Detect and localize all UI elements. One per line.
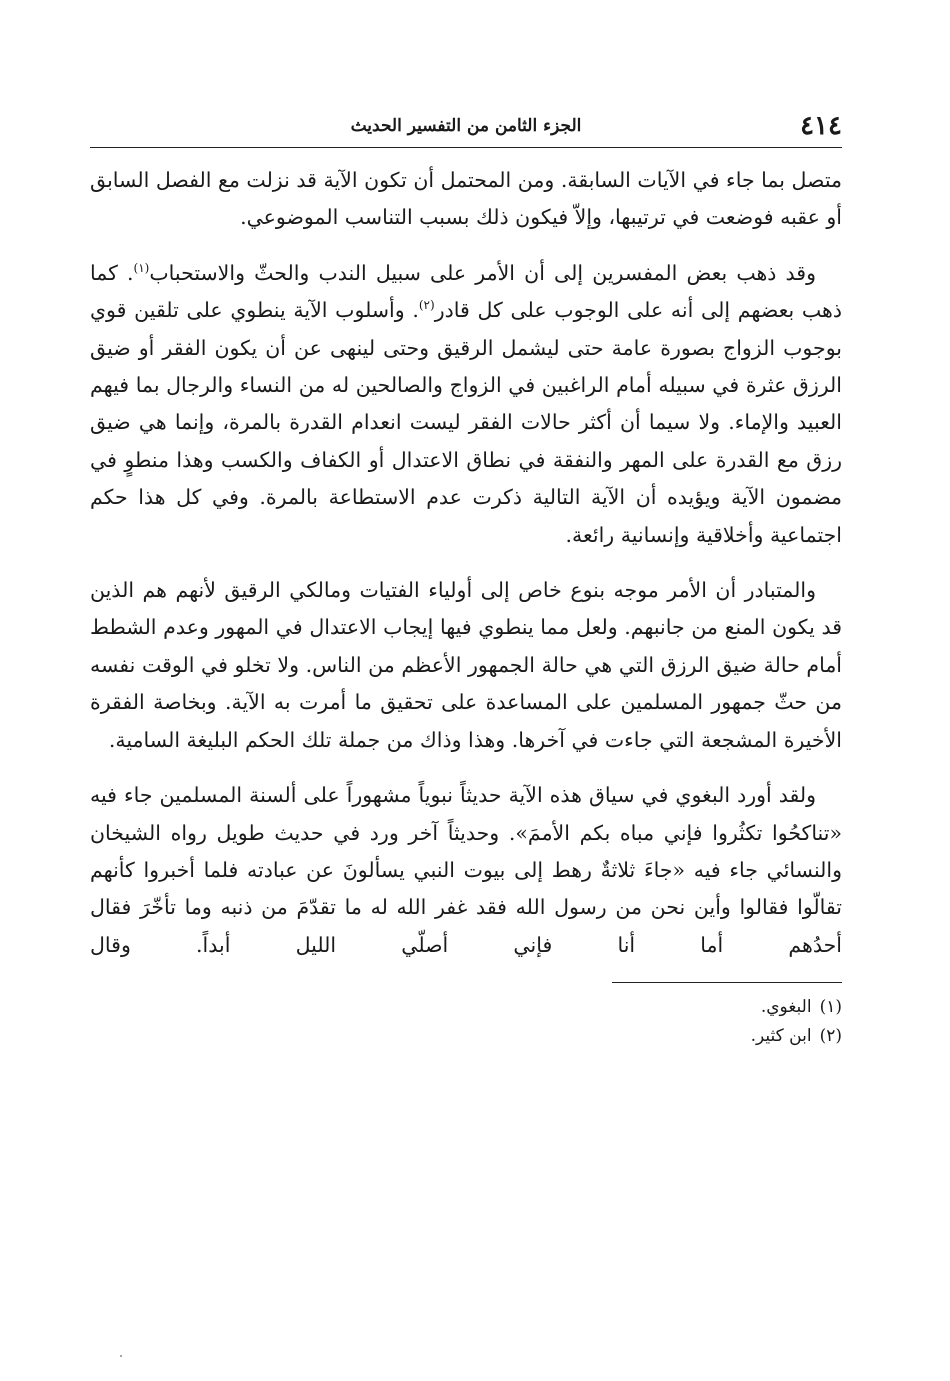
footnotes	[90, 993, 842, 1051]
footnote-ref-2[interactable]: (٢)	[418, 298, 435, 313]
page-header	[90, 105, 842, 148]
footnote-2-text: ابن كثير.	[750, 1026, 812, 1047]
footnote-ref-1[interactable]: (١)	[133, 260, 150, 275]
paragraph-2-part-3: . وأسلوب الآية ينطوي على تلقين قوي بوجوب الزواج بصورة عامة حتى ليشمل الرقيق وحتى لينهى عن أن يكون الفقر أو ضيق الرزق عثرة في سبيله أمام الراغبين في الزواج والصالحين له من النساء والرجال بما فيهم العبيد والإماء. ولا سيما أن أكثر حالات الفقر ليست انعدام القدرة بالمرة، وإنما هي ضيق رزق مع القدرة على المهر والنفقة في نطاق الاعتدال أو الكفاف والكسب وهذا منطوٍ في مضمون الآية ويؤيده أن الآية التالية ذكرت عدم الاستطاعة بالمرة. وفي كل هذا حكم اجتماعية وأخلاقية وإنسانية رائعة.	[90, 298, 842, 547]
footnote-divider	[612, 982, 842, 983]
footnote-1-number: (١)	[819, 997, 842, 1018]
footnote-1	[90, 993, 842, 1022]
running-title: الجزء الثامن من التفسير الحديث	[350, 116, 582, 136]
paragraph-2	[90, 255, 842, 554]
footnote-2	[90, 1022, 842, 1051]
book-page	[90, 105, 842, 1051]
paragraph-2-part-2: . كما ذهب بعضهم إلى أنه على الوجوب على كل قادر	[90, 260, 842, 323]
page-number: ٤١٤	[800, 111, 842, 141]
footnote-1-text: البغوي.	[760, 997, 812, 1018]
paragraph-2-part-1: وقد ذهب بعض المفسرين إلى أن الأمر على سبيل الندب والحثّ والاستحباب	[149, 260, 816, 285]
paragraph-1: متصل بما جاء في الآيات السابقة. ومن المحتمل أن تكون الآية قد نزلت مع الفصل السابق أو عقبه فوضعت في ترتيبها، وإلاّ فيكون ذلك بسبب التناسب الموضوعي.	[90, 168, 842, 230]
body-text	[90, 162, 842, 964]
paragraph-3: والمتبادر أن الأمر موجه بنوع خاص إلى أولياء الفتيات ومالكي الرقيق لأنهم هم الذين قد يكون المنع من جانبهم. ولعل مما ينطوي فيها إيجاب الاعتدال في المهور وعدم الشطط أمام حالة ضيق الرزق التي هي حالة الجمهور الأعظم من الناس. ولا تخلو في الوقت نفسه من حثّ جمهور المسلمين على المساعدة على تحقيق ما أمرت به الآية. وبخاصة الفقرة الأخيرة المشجعة التي جاءت في آخرها. وهذا وذاك من جملة تلك الحكم البليغة السامية.	[90, 578, 842, 752]
scan-speck	[120, 1355, 122, 1357]
footnote-2-number: (٢)	[819, 1026, 842, 1047]
paragraph-4: ولقد أورد البغوي في سياق هذه الآية حديثاً نبوياً مشهوراً على ألسنة المسلمين جاء فيه «تناكحُوا تكثُروا فإني مباه بكم الأممَ». وحديثاً آخر ورد في حديث طويل رواه الشيخان والنسائي جاء فيه «جاءَ ثلاثةٌ رهط إلى بيوت النبي يسألونَ عن عبادته فلما أخبروا كأنهم تقالّوا فقالوا وأين نحن من رسول الله فقد غفر الله له ما تقدّمَ من ذنبه وما تأخّرَ فقال أحدُهم أما أنا فإني أصلّي الليل أبداً. وقال	[90, 783, 842, 957]
